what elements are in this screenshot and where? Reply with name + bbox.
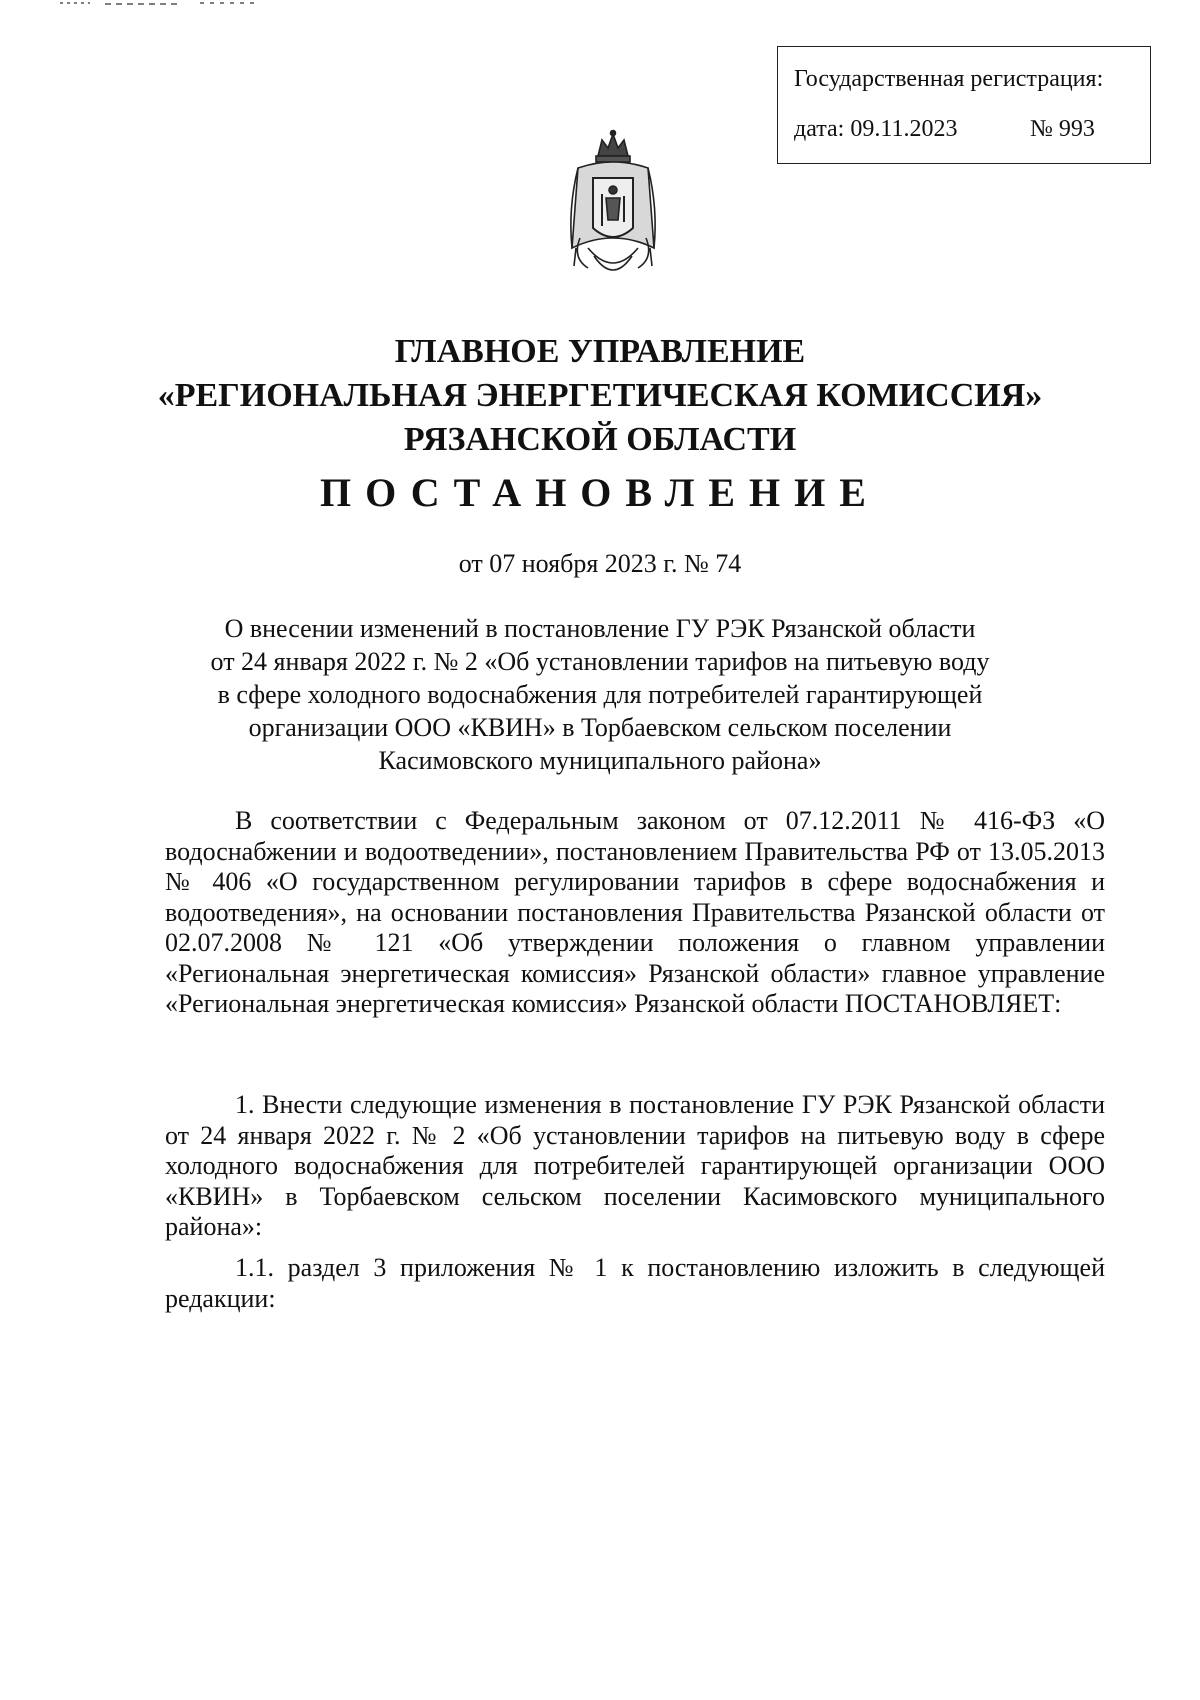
body-paragraph-preamble: В соответствии с Федеральным законом от 07.12.2011 № 416-ФЗ «О водоснабжении и водоотведении», постановлением Правительства РФ от 13.05.2013 № 406 «О государственном регулировании тарифов в сфере водоснабжения и водоотведения», на основании постановления Правительства Рязанской области от 02.07.2008 № 121 «Об утверждении положения о главном управлении «Региональная энергетическая комиссия» Рязанской области» главное управление «Региональная энергетическая комиссия» Рязанской области ПОСТАНОВЛЯЕТ: [165, 806, 1105, 1018]
subject-line: Касимовского муниципального района» [378, 746, 822, 775]
subject-line: организации ООО «КВИН» в Торбаевском сельском поселении [248, 713, 952, 742]
subject-line: от 24 января 2022 г. № 2 «Об установлении тарифов на питьевую воду [210, 647, 990, 676]
registration-stamp [777, 46, 1151, 164]
decree-title: ПОСТАНОВЛЕНИЕ [320, 470, 880, 515]
ryazan-coat-of-arms-icon [558, 128, 668, 288]
subject-line: в сфере холодного водоснабжения для потребителей гарантирующей [217, 680, 983, 709]
decree-date-line: от 07 ноября 2023 г. № 74 [458, 549, 742, 578]
registration-number: № 993 [1030, 116, 1095, 142]
heading-line-1: ГЛАВНОЕ УПРАВЛЕНИЕ [394, 333, 806, 370]
subject-line: О внесении изменений в постановление ГУ РЭК Рязанской области [224, 614, 976, 643]
body-paragraph-item-1-1: 1.1. раздел 3 приложения № 1 к постановлению изложить в следующей редакции: [165, 1253, 1105, 1313]
decree-subject [160, 612, 1040, 777]
registration-date: дата: 09.11.2023 [794, 116, 958, 142]
scan-artifact-marks [60, 0, 300, 8]
body-paragraph-item-1: 1. Внести следующие изменения в постановление ГУ РЭК Рязанской области от 24 января 2022 г. № 2 «Об установлении тарифов на питьевую воду в сфере холодного водоснабжения для потребителей гарантирующей организации ООО «КВИН» в Торбаевском сельском поселении Касимовского муниципального района»: [165, 1090, 1105, 1241]
registration-title: Государственная регистрация: [794, 66, 1104, 92]
authority-heading [100, 330, 1100, 462]
heading-line-2: «РЕГИОНАЛЬНАЯ ЭНЕРГЕТИЧЕСКАЯ КОМИССИЯ» [157, 377, 1043, 414]
heading-line-3: РЯЗАНСКОЙ ОБЛАСТИ [403, 421, 797, 458]
